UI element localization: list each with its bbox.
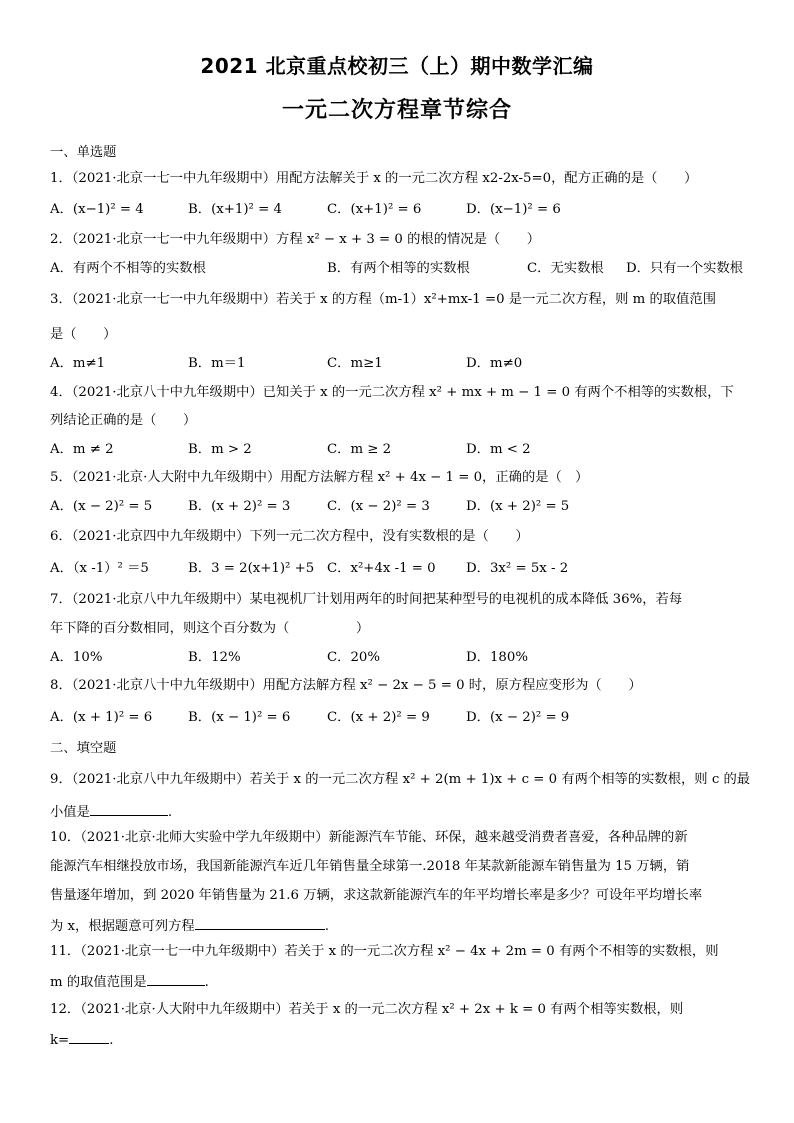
question-7-option-c: C．20% — [327, 650, 381, 665]
question-5-option-d: D．(x + 2)² = 5 — [466, 499, 570, 514]
question-6-option-a: A．（x -1）² ＝5 — [50, 561, 149, 576]
question-10-line-4-prefix: 为 x，根据题意可列方程 — [50, 919, 195, 934]
question-6-stem: 6．（2021·北京四中九年级期中）下列一元二次方程中，没有实数根的是（ ） — [50, 529, 529, 544]
question-7-stem-line-1: 7．（2021·北京八中九年级期中）某电视机厂计划用两年的时间把某种型号的电视机的成本降低 36%，若每 — [50, 592, 683, 607]
question-8-option-b: B．(x − 1)² = 6 — [188, 710, 291, 725]
document-title: 2021 北京重点校初三（上）期中数学汇编 — [200, 54, 594, 78]
question-4-option-d: D．m < 2 — [466, 442, 531, 457]
question-7-stem-line-2: 年下降的百分数相同，则这个百分数为（ ） — [50, 621, 370, 636]
question-3-option-c: C．m≥1 — [327, 356, 383, 371]
question-10-line-4 — [50, 916, 329, 936]
question-2-option-d: D．只有一个实数根 — [626, 261, 744, 276]
question-3-option-d: D．m≠0 — [466, 356, 523, 371]
question-3-stem-line-1: 3．（2021·北京一七一中九年级期中）若关于 x 的方程（m-1）x²+mx-1 =0 是一元二次方程，则 m 的取值范围 — [50, 292, 716, 307]
document-subtitle: 一元二次方程章节综合 — [281, 98, 512, 123]
question-8-option-c: C．(x + 2)² = 9 — [327, 710, 430, 725]
question-11-line-2-suffix: . — [204, 975, 209, 990]
answer-blank-12[interactable] — [69, 1030, 109, 1044]
question-1-option-b: B．(x+1)² = 4 — [188, 202, 282, 217]
question-2-option-b: B．有两个相等的实数根 — [327, 261, 470, 276]
question-9-line-2-suffix: . — [167, 805, 173, 820]
question-7-option-b: B．12% — [188, 650, 241, 665]
question-5-option-a: A．(x − 2)² = 5 — [50, 499, 153, 514]
question-10-line-1: 10．（2021·北京·北师大实验中学九年级期中）新能源汽车节能、环保，越来越受消费者喜爱，各种品牌的新 — [50, 830, 688, 845]
question-7-option-a: A．10% — [50, 650, 103, 665]
question-11-line-2-prefix: m 的取值范围是 — [50, 975, 147, 990]
question-10-line-3: 售量逐年增加，到 2020 年销售量为 21.6 万辆，求这款新能源汽车的年平均增长率是多少？可设年平均增长率 — [50, 888, 703, 903]
question-1-stem: 1．（2021·北京一七一中九年级期中）用配方法解关于 x 的一元二次方程 x2-2x-5=0，配方正确的是（ ） — [50, 171, 698, 186]
question-4-option-b: B．m > 2 — [188, 442, 252, 457]
section-heading-single-choice: 一、单选题 — [50, 145, 117, 160]
question-7-option-d: D．180% — [466, 650, 528, 665]
answer-blank-11[interactable] — [147, 972, 205, 986]
question-6-option-d: D．3x² = 5x - 2 — [466, 561, 569, 576]
answer-blank-10[interactable] — [195, 916, 325, 930]
question-3-stem-line-2: 是（ ） — [50, 327, 117, 342]
question-9-line-2 — [50, 802, 172, 822]
question-4-option-a: A．m ≠ 2 — [50, 442, 114, 457]
question-9-line-2-prefix: 小值是 — [50, 805, 90, 820]
question-4-stem-line-2: 列结论正确的是（ ） — [50, 413, 197, 428]
question-11-line-1: 11．（2021·北京一七一中九年级期中）若关于 x 的一元二次方程 x² − 4x + 2m = 0 有两个不相等的实数根，则 — [50, 944, 719, 959]
question-5-option-b: B．(x + 2)² = 3 — [188, 499, 291, 514]
question-3-option-a: A．m≠1 — [50, 356, 106, 371]
question-2-option-a: A．有两个不相等的实数根 — [50, 261, 206, 276]
question-2-stem: 2．（2021·北京一七一中九年级期中）方程 x² − x + 3 = 0 的根的情况是（ ） — [50, 232, 541, 247]
question-3-option-b: B．m＝1 — [188, 356, 246, 371]
question-10-line-4-suffix: . — [324, 919, 329, 934]
question-1-option-c: C．(x+1)² = 6 — [327, 202, 422, 217]
question-11-line-2 — [50, 972, 209, 992]
question-4-option-c: C．m ≥ 2 — [327, 442, 392, 457]
answer-blank-9[interactable] — [90, 802, 168, 816]
question-8-option-d: D．(x − 2)² = 9 — [466, 710, 570, 725]
question-12-line-2-prefix: k= — [50, 1033, 70, 1048]
question-12-line-2-suffix: . — [109, 1033, 114, 1048]
question-6-option-c: C．x²+4x -1 = 0 — [327, 561, 436, 576]
question-6-option-b: B．3 = 2(x+1)² +5 — [188, 561, 315, 576]
question-1-option-a: A．(x−1)² = 4 — [50, 202, 144, 217]
question-4-stem-line-1: 4．（2021·北京八十中九年级期中）已知关于 x 的一元二次方程 x² + mx + m − 1 = 0 有两个不相等的实数根，下 — [50, 385, 734, 400]
question-12-line-1: 12．（2021·北京·人大附中九年级期中）若关于 x 的一元二次方程 x² + 2x + k = 0 有两个相等实数根，则 — [50, 1002, 684, 1017]
question-8-stem: 8．（2021·北京八十中九年级期中）用配方法解方程 x² − 2x − 5 = 0 时，原方程应变形为（ ） — [50, 678, 642, 693]
question-1-option-d: D．(x−1)² = 6 — [466, 202, 561, 217]
question-5-stem: 5．（2021·北京·人大附中九年级期中）用配方法解方程 x² + 4x − 1 = 0，正确的是（ ） — [50, 470, 589, 485]
question-8-option-a: A．(x + 1)² = 6 — [50, 710, 153, 725]
question-9-line-1: 9．（2021·北京八中九年级期中）若关于 x 的一元二次方程 x² + 2(m + 1)x + c = 0 有两个相等的实数根，则 c 的最 — [50, 772, 751, 787]
question-5-option-c: C．(x − 2)² = 3 — [327, 499, 430, 514]
question-2-option-c: C．无实数根 — [527, 261, 604, 276]
question-12-line-2 — [50, 1030, 113, 1050]
section-heading-fill-in: 二、填空题 — [50, 741, 117, 756]
question-10-line-2: 能源汽车相继投放市场，我国新能源汽车近几年销售量全球第一.2018 年某款新能源车销售量为 15 万辆，销 — [50, 859, 690, 874]
